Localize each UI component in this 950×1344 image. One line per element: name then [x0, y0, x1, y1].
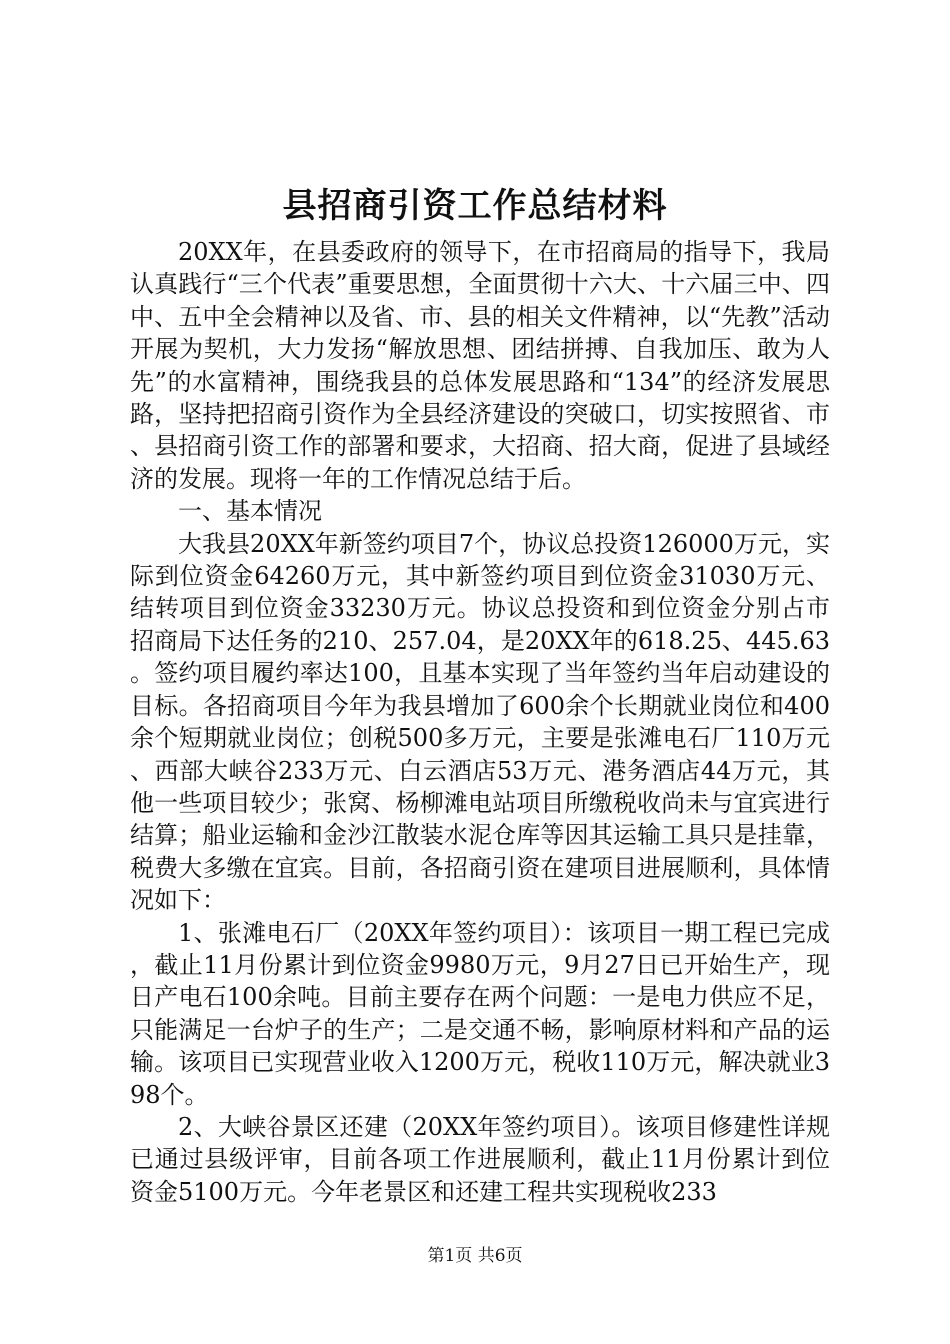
section-heading-basic-situation: 一、基本情况: [178, 497, 322, 526]
basic-situation-paragraph: 大我县20XX年新签约项目7个，协议总投资126000万元，实际到位资金64260万元，其中新签约项目到位资金31030万元、结转项目到位资金33230万元。协议总投资和到位资金分别占市招商局下达任务的210、257.04，是20XX年的618.25、445.63。签约项目履约率达100，且基本实现了当年签约当年启动建设的目标。各招商项目今年为我县增加了600余个长期就业岗位和400余个短期就业岗位；创税500多万元，主要是张滩电石厂110万元、西部大峡谷233万元、白云酒店53万元、港务酒店44万元，其他一些项目较少；张窝、杨柳滩电站项目所缴税收尚未与宜宾进行结算；船业运输和金沙江散装水泥仓库等因其运输工具只是挂靠，税费大多缴在宜宾。目前，各招商引资在建项目进展顺利，具体情况如下：: [130, 529, 830, 915]
project-item-2-paragraph: 2、大峡谷景区还建（20XX年签约项目）。该项目修建性详规已通过县级评审，目前各项工作进展顺利，截止11月份累计到位资金5100万元。今年老景区和还建工程共实现税收233: [130, 1112, 830, 1206]
document-title: 县招商引资工作总结材料: [282, 186, 668, 226]
project-item-1-paragraph: 1、张滩电石厂（20XX年签约项目）：该项目一期工程已完成，截止11月份累计到位资金9980万元，9月27日已开始生产，现日产电石100余吨。目前主要存在两个问题：一是电力供应不足，只能满足一台炉子的生产；二是交通不畅，影响原材料和产品的运输。该项目已实现营业收入1200万元，税收110万元，解决就业398个。: [130, 918, 830, 1109]
intro-paragraph: 20XX年，在县委政府的领导下，在市招商局的指导下，我局认真践行“三个代表”重要思想，全面贯彻十六大、十六届三中、四中、五中全会精神以及省、市、县的相关文件精神，以“先教”活动开展为契机，大力发扬“解放思想、团结拼搏、自我加压、敢为人先”的水富精神，围绕我县的总体发展思路和“134”的经济发展思路，坚持把招商引资作为全县经济建设的突破口，切实按照省、市、县招商引资工作的部署和要求，大招商、招大商，促进了县域经济的发展。现将一年的工作情况总结于后。: [130, 238, 830, 493]
document-body: [130, 236, 830, 1208]
page-number-footer: 第1页 共6页: [427, 1246, 523, 1266]
